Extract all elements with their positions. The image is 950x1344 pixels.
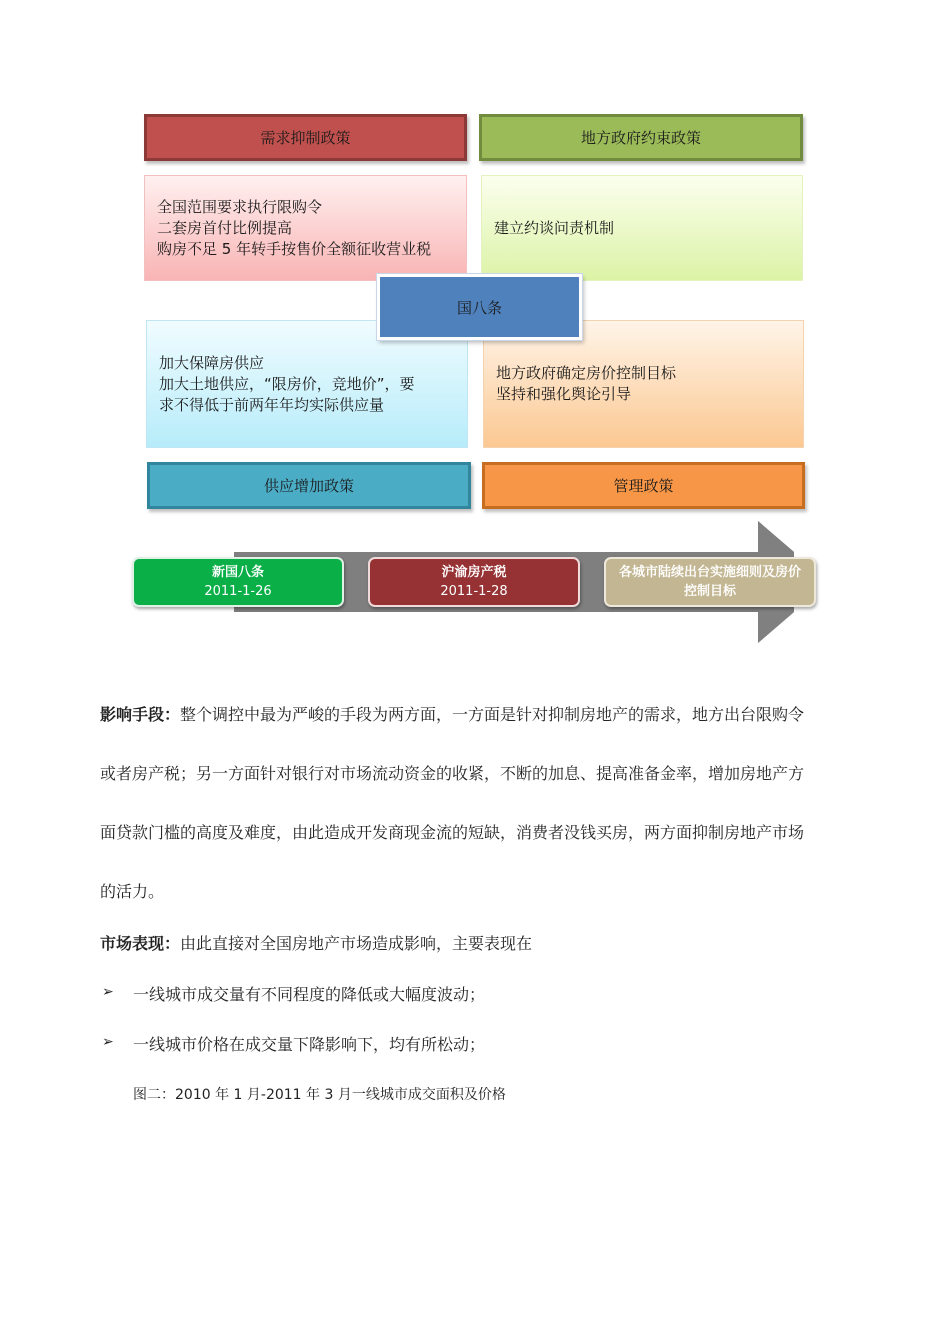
impact-paragraph-line: 或者房产税；另一方面针对银行对市场流动资金的收紧，不断的加息、提高准备金率，增加房地产方 bbox=[100, 764, 805, 783]
impact-paragraph-line: 的活力。 bbox=[100, 882, 165, 901]
local-gov-item: 建立约谈问责机制 bbox=[494, 218, 615, 237]
impact-paragraph-line: 面贷款门槛的高度及难度，由此造成开发商现金流的短缺，消费者没钱买房，两方面抑制房地产市场 bbox=[100, 823, 805, 842]
impact-label: 影响手段： bbox=[100, 705, 181, 724]
bullet-item: 一线城市成交量有不同程度的降低或大幅度波动； bbox=[133, 985, 486, 1004]
local-gov-policy-header: 地方政府约束政策 bbox=[479, 114, 803, 161]
supply-item: 求不得低于前两年年均实际供应量 bbox=[159, 395, 385, 414]
timeline-event-date: 2011-1-28 bbox=[440, 584, 508, 599]
management-item: 坚持和强化舆论引导 bbox=[496, 385, 632, 403]
bullet-arrow-icon: ➢ bbox=[102, 1034, 114, 1050]
demand-item: 二套房首付比例提高 bbox=[157, 218, 293, 237]
figure-caption: 图二：2010 年 1 月-2011 年 3 月一线城市成交面积及价格 bbox=[133, 1087, 506, 1103]
timeline-event-title-cont: 控制目标 bbox=[683, 584, 736, 599]
timeline-event-title: 新国八条 bbox=[211, 565, 264, 580]
timeline-event bbox=[604, 557, 816, 607]
management-policy-header: 管理政策 bbox=[482, 462, 805, 509]
timeline-event-date: 2011-1-26 bbox=[204, 584, 272, 599]
supply-policy-header: 供应增加政策 bbox=[147, 462, 471, 509]
bullet-item: 一线城市价格在成交量下降影响下，均有所松动； bbox=[133, 1035, 486, 1054]
timeline-event-title: 各城市陆续出台实施细则及房价 bbox=[618, 565, 801, 580]
bullet-arrow-icon: ➢ bbox=[102, 984, 114, 1000]
market-label: 市场表现： bbox=[100, 934, 181, 953]
supply-item: 加大土地供应，“限房价，竞地价”，要 bbox=[159, 374, 415, 393]
demand-policy-header: 需求抑制政策 bbox=[144, 114, 467, 161]
timeline-event bbox=[368, 557, 580, 607]
impact-text: 整个调控中最为严峻的手段为两方面，一方面是针对抑制房地产的需求，地方出台限购令 bbox=[180, 705, 805, 724]
timeline-event-title: 沪渝房产税 bbox=[441, 565, 507, 580]
local-gov-policy-content bbox=[481, 175, 803, 281]
center-node: 国八条 bbox=[377, 274, 582, 340]
impact-paragraph-line bbox=[100, 702, 804, 725]
supply-item: 加大保障房供应 bbox=[159, 353, 265, 372]
management-item: 地方政府确定房价控制目标 bbox=[496, 364, 677, 382]
demand-item: 全国范围要求执行限购令 bbox=[157, 197, 323, 216]
market-text: 由此直接对全国房地产市场造成影响，主要表现在 bbox=[180, 934, 533, 953]
demand-policy-content bbox=[144, 175, 467, 281]
timeline-event bbox=[132, 557, 344, 607]
demand-item: 购房不足 5 年转手按售价全额征收营业税 bbox=[157, 239, 432, 258]
market-paragraph bbox=[100, 931, 532, 954]
